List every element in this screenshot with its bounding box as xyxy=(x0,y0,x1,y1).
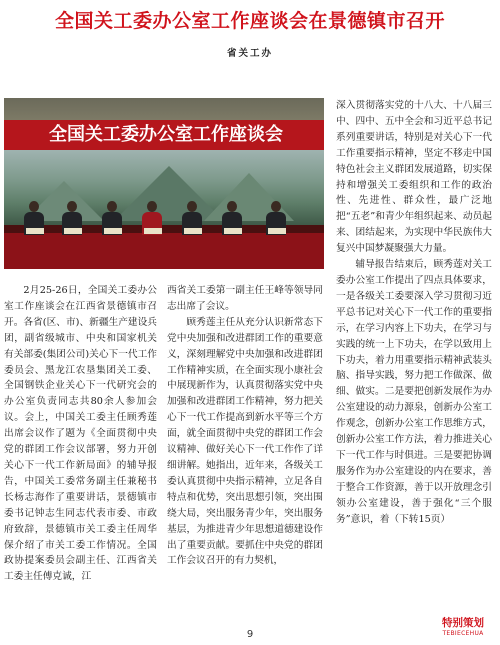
paragraph: 西省关工委第一副主任王峰等领导同志出席了会议。 xyxy=(167,285,323,312)
paragraph: 顾秀莲主任从充分认识新常态下党中央加强和改进群团工作的重要意义，深刻理解党中央加强和改进群团工作精神实质，在全面实现小康社会中展现新作为，认真贯彻落实党中央加强和改进群团工作精神，努力把关心下一代工作提高到新水平等三个方面，就全面贯彻中央党的群团工作会议精神、做好关心下一代工作作了详细讲解。她指出，近年来，各级关工委认真贯彻中央指示精神，立足各自特点和优势，突出思想引领，突出围绕大局，突出服务青少年，突出服务基层，为推进青少年思想道德建设作出了重要贡献。要抓住中央党的群团工作会议召开的有力契机， xyxy=(167,316,323,567)
article-column-1 xyxy=(4,283,157,628)
meeting-photo xyxy=(4,98,324,269)
section-label-cn: 特别策划 xyxy=(442,617,484,629)
article-author: 省关工办 xyxy=(226,48,273,59)
article-column-3 xyxy=(336,98,492,628)
article-title: 全国关工委办公室工作座谈会在景德镇市召开 xyxy=(54,10,445,32)
section-label xyxy=(442,617,484,638)
paragraph: 深入贯彻落实党的十八大、十八届三中、四中、五中全会和习近平总书记系列重要讲话，特别是对关心下一代工作重要指示精神，坚定不移走中国特色社会主义群团发展道路，切实保持和增强关工委组织和工作的政治性、先进性、群众性，最广泛地把“五老”和青少年组织起来、动员起来、团结起来，为实现中华民族伟大复兴中国梦凝聚强大力量。 xyxy=(336,100,492,255)
section-label-en: TEBIECEHUA xyxy=(442,630,484,637)
article-column-2 xyxy=(167,283,323,628)
banner-text: 全国关工委办公室工作座谈会 xyxy=(49,124,283,145)
paragraph: 辅导报告结束后，顾秀莲对关工委办公室工作提出了四点具体要求，一是各级关工委要深入学习贯彻习近平总书记对关心下一代工作的重要指示，在学习内容上下功夫，在学习与实践的统一上下功夫，在学以致用上下功夫，着力用重要指示精神武装头脑、指导实践，努力把工作做深、做细、做实。二是要把创新发展作为办公室建设的动力源泉，创新办公室工作观念，创新办公室工作思维方式，创新办公室工作方法，着力推进关心下一代工作与时俱进。三是要把协调服务作为办公室建设的内在要求，善于整合工作资源，善于以开放理念引领办公室建设，善于强化“三个服务”意识，着（下转15页） xyxy=(336,259,492,525)
paragraph: 2月25-26日，全国关工委办公室工作座谈会在江西省景德镇市召开。各省(区、市)、新疆生产建设兵团，副省级城市、中央和国家机关有关部委(集团公司)关心下一代工作委员会、黑龙江农垦集团关工委、全国钢铁企业关心下一代研究会的办公室负责同志共80余人参加会议。会上，中国关工委主任顾秀莲出席会议作了题为《全面贯彻中央党的群团工作会议部署，努力开创关心下一代工作新局面》的辅导报告，中国关工委常务副主任兼秘书长杨志海作了重要讲话，景德镇市委书记钟志生同志代表市委、市政府致辞，景德镇市关工委主任周华保介绍了市关工委工作情况。全国政协提案委员会副主任、江西省关工委主任傅克诚，江 xyxy=(4,285,157,583)
page-number: 9 xyxy=(246,629,254,640)
